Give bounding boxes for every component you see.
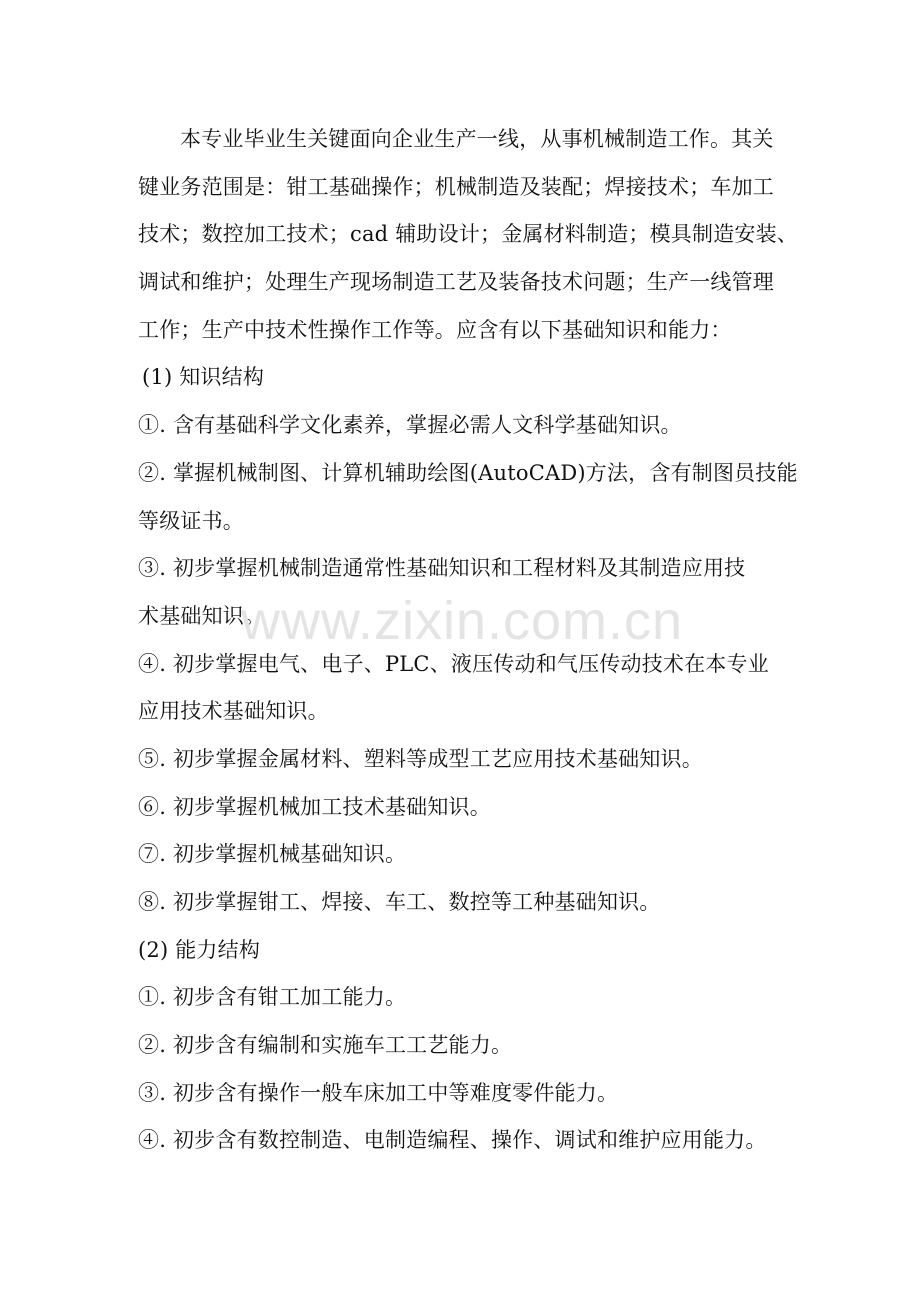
- intro-line-4: 调试和维护；处理生产现场制造工艺及装备技术问题；生产一线管理: [138, 270, 774, 295]
- knowledge-item-7: ⑦. 初步掌握机械基础知识。: [138, 842, 407, 867]
- knowledge-heading: (1) 知识结构: [142, 365, 265, 390]
- ability-item-2: ②. 初步含有编制和实施车工工艺能力。: [138, 1033, 513, 1058]
- intro-line-2: 键业务范围是：钳工基础操作；机械制造及装配；焊接技术；车加工: [138, 174, 774, 199]
- knowledge-item-4-cont: 应用技术基础知识。: [138, 699, 329, 724]
- knowledge-item-4: ④. 初步掌握电气、电子、PLC、液压传动和气压传动技术在本专业: [138, 651, 769, 676]
- ability-item-4: ④. 初步含有数控制造、电制造编程、操作、调试和维护应用能力。: [138, 1128, 767, 1153]
- document-body: [138, 116, 818, 1165]
- ability-item-1: ①. 初步含有钳工加工能力。: [138, 985, 407, 1010]
- knowledge-item-3-cont: 术基础知识。: [138, 603, 266, 628]
- intro-line-5: 工作；生产中技术性操作工作等。应含有以下基础知识和能力：: [138, 317, 732, 342]
- intro-line-1: 本专业毕业生关键面向企业生产一线，从事机械制造工作。其关: [180, 127, 774, 151]
- knowledge-item-6: ⑥. 初步掌握机械加工技术基础知识。: [138, 794, 491, 819]
- knowledge-item-2-cont: 等级证书。: [138, 508, 244, 533]
- knowledge-item-1: ①. 含有基础科学文化素养，掌握必需人文科学基础知识。: [138, 413, 682, 438]
- ability-heading: (2) 能力结构: [138, 937, 261, 962]
- knowledge-item-8: ⑧. 初步掌握钳工、焊接、车工、数控等工种基础知识。: [138, 890, 661, 914]
- knowledge-item-2: ②. 掌握机械制图、计算机辅助绘图(AutoCAD)方法，含有制图员技能: [138, 460, 798, 485]
- knowledge-item-3: ③. 初步掌握机械制造通常性基础知识和工程材料及其制造应用技: [138, 556, 746, 581]
- watermark: www.zixin.com.cn: [240, 591, 684, 651]
- intro-line-3: 技术；数控加工技术；cad 辅助设计；金属材料制造；模具制造安装、: [138, 222, 798, 247]
- knowledge-item-5: ⑤. 初步掌握金属材料、塑料等成型工艺应用技术基础知识。: [138, 746, 703, 771]
- ability-item-3: ③. 初步含有操作一般车床加工中等难度零件能力。: [138, 1080, 619, 1105]
